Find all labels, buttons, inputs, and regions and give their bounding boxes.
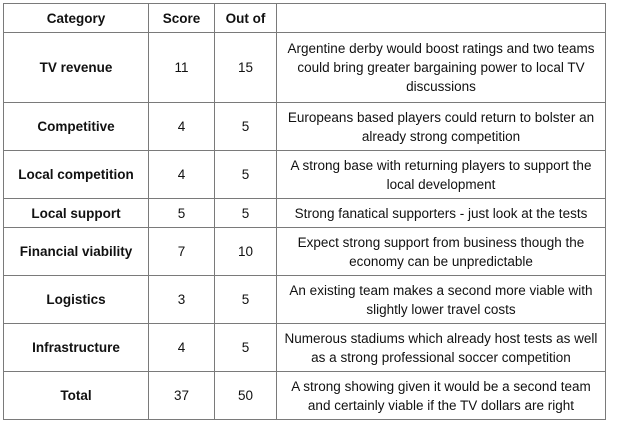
header-category: Category (4, 4, 149, 33)
table-row (4, 324, 606, 372)
category-cell: Logistics (4, 276, 149, 324)
header-out-of: Out of (215, 4, 277, 33)
out-of-cell: 15 (215, 33, 277, 103)
score-cell: 4 (149, 324, 215, 372)
out-of-cell: 50 (215, 372, 277, 420)
category-cell: Competitive (4, 103, 149, 151)
out-of-cell: 5 (215, 103, 277, 151)
category-cell: TV revenue (4, 33, 149, 103)
comment-cell: A strong base with returning players to support the local development (277, 151, 606, 199)
comment-cell: An existing team makes a second more viable with slightly lower travel costs (277, 276, 606, 324)
out-of-cell: 5 (215, 276, 277, 324)
score-cell: 5 (149, 199, 215, 228)
comment-cell: Numerous stadiums which already host tests as well as a strong professional soccer competition (277, 324, 606, 372)
score-table (3, 3, 606, 420)
table-row (4, 33, 606, 103)
out-of-cell: 5 (215, 324, 277, 372)
category-cell: Total (4, 372, 149, 420)
table-row (4, 199, 606, 228)
score-cell: 3 (149, 276, 215, 324)
total-row (4, 372, 606, 420)
header-score: Score (149, 4, 215, 33)
score-cell: 4 (149, 151, 215, 199)
header-row (4, 4, 606, 33)
score-cell: 11 (149, 33, 215, 103)
comment-cell: Expect strong support from business though the economy can be unpredictable (277, 228, 606, 276)
category-cell: Local competition (4, 151, 149, 199)
out-of-cell: 10 (215, 228, 277, 276)
comment-cell: Strong fanatical supporters - just look at the tests (277, 199, 606, 228)
score-table-container (3, 3, 606, 420)
category-cell: Infrastructure (4, 324, 149, 372)
header-comment (277, 4, 606, 33)
comment-cell: Europeans based players could return to bolster an already strong competition (277, 103, 606, 151)
comment-cell: A strong showing given it would be a second team and certainly viable if the TV dollars are right (277, 372, 606, 420)
table-row (4, 276, 606, 324)
table-row (4, 103, 606, 151)
out-of-cell: 5 (215, 199, 277, 228)
score-cell: 7 (149, 228, 215, 276)
table-row (4, 151, 606, 199)
comment-cell: Argentine derby would boost ratings and two teams could bring greater bargaining power to local TV discussions (277, 33, 606, 103)
category-cell: Local support (4, 199, 149, 228)
score-cell: 37 (149, 372, 215, 420)
table-row (4, 228, 606, 276)
out-of-cell: 5 (215, 151, 277, 199)
score-cell: 4 (149, 103, 215, 151)
category-cell: Financial viability (4, 228, 149, 276)
